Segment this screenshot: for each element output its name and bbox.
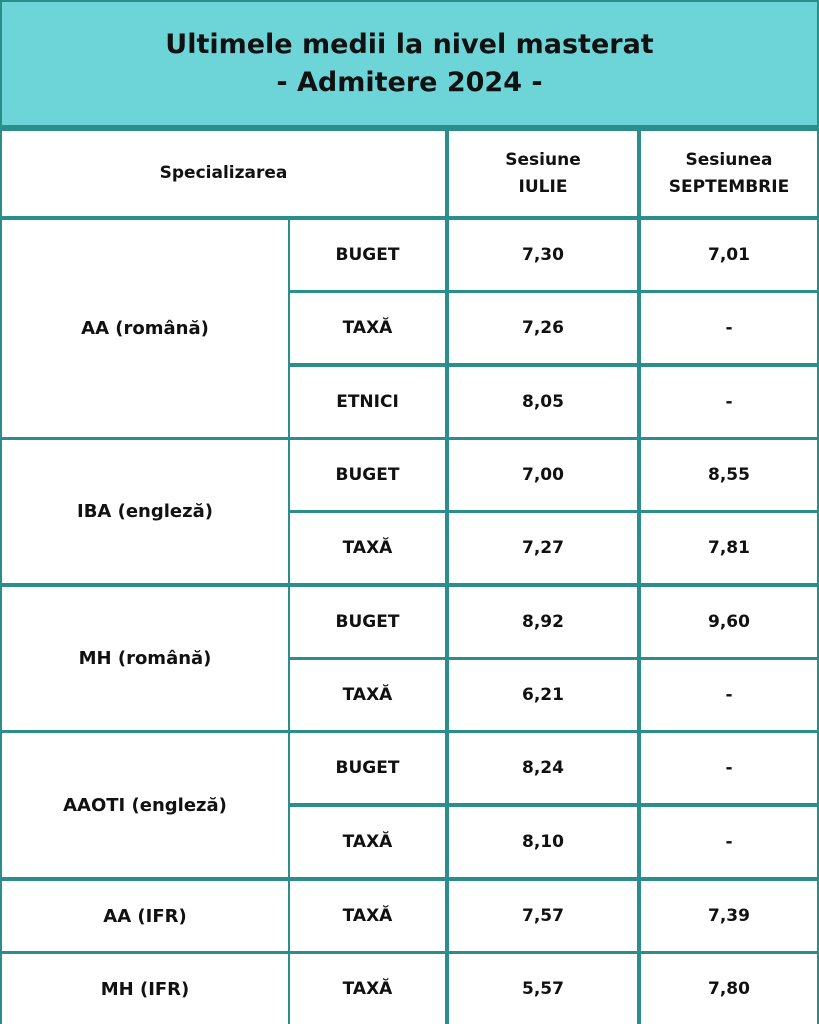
title-banner bbox=[0, 0, 819, 127]
iulie-average-cell-text: 8,10 bbox=[522, 831, 564, 852]
funding-type-cell bbox=[290, 220, 445, 290]
funding-type-cell bbox=[290, 660, 445, 730]
iulie-average-cell bbox=[449, 513, 637, 583]
iulie-average-cell-text: 7,26 bbox=[522, 317, 564, 338]
septembrie-average-cell bbox=[641, 293, 817, 363]
iulie-average-cell bbox=[449, 660, 637, 730]
specialization-cell bbox=[2, 587, 288, 730]
iulie-average-cell-text: 6,21 bbox=[522, 684, 564, 705]
specialization-cell bbox=[2, 954, 288, 1024]
septembrie-average-cell-text: 7,81 bbox=[708, 537, 750, 558]
funding-type-cell bbox=[290, 807, 445, 877]
iulie-average-cell bbox=[449, 293, 637, 363]
iulie-average-cell bbox=[449, 220, 637, 290]
funding-type-cell-text: TAXĂ bbox=[342, 317, 393, 338]
septembrie-average-cell bbox=[641, 440, 817, 510]
funding-type-cell bbox=[290, 293, 445, 363]
page-subtitle: - Admitere 2024 - bbox=[276, 66, 543, 98]
funding-type-cell bbox=[290, 440, 445, 510]
iulie-average-cell-text: 5,57 bbox=[522, 978, 564, 999]
septembrie-average-cell bbox=[641, 733, 817, 803]
funding-type-cell bbox=[290, 881, 445, 951]
septembrie-average-cell-text: 7,01 bbox=[708, 244, 750, 265]
septembrie-average-cell bbox=[641, 587, 817, 657]
septembrie-average-cell-text: - bbox=[725, 757, 733, 778]
funding-type-cell-text: TAXĂ bbox=[342, 537, 393, 558]
iulie-average-cell-text: 7,00 bbox=[522, 464, 564, 485]
specialization-cell-text: AA (IFR) bbox=[103, 905, 187, 927]
iulie-average-cell-text: 7,30 bbox=[522, 244, 564, 265]
specialization-cell-text: MH (IFR) bbox=[100, 978, 190, 1000]
specialization-cell-text: AAOTI (engleză) bbox=[63, 794, 227, 816]
page-title: Ultimele medii la nivel masterat bbox=[165, 28, 654, 60]
iulie-average-cell-text: 8,05 bbox=[522, 391, 564, 412]
septembrie-average-cell-text: 8,55 bbox=[708, 464, 750, 485]
septembrie-average-cell-text: 9,60 bbox=[708, 611, 750, 632]
septembrie-average-cell-text: 7,80 bbox=[708, 978, 750, 999]
iulie-average-cell bbox=[449, 587, 637, 657]
septembrie-average-cell bbox=[641, 220, 817, 290]
septembrie-average-cell-text: - bbox=[725, 391, 733, 412]
iulie-average-cell-text: 8,92 bbox=[522, 611, 564, 632]
funding-type-cell bbox=[290, 954, 445, 1024]
specialization-cell-text: AA (română) bbox=[81, 318, 209, 339]
septembrie-average-cell bbox=[641, 881, 817, 951]
iulie-average-cell-text: 7,27 bbox=[522, 537, 564, 558]
iulie-average-cell-text: 8,24 bbox=[522, 757, 564, 778]
funding-type-cell-text: BUGET bbox=[335, 464, 400, 485]
septembrie-average-cell bbox=[641, 367, 817, 437]
specialization-cell-text: MH (română) bbox=[78, 648, 212, 669]
septembrie-average-cell-text: - bbox=[725, 317, 733, 338]
specialization-cell bbox=[2, 220, 288, 437]
header-specializarea-label: Specializarea bbox=[159, 163, 288, 183]
specialization-cell bbox=[2, 881, 288, 951]
funding-type-cell bbox=[290, 513, 445, 583]
funding-type-cell bbox=[290, 587, 445, 657]
header-specializarea bbox=[2, 131, 445, 216]
funding-type-cell-text: TAXĂ bbox=[342, 684, 393, 705]
funding-type-cell-text: BUGET bbox=[335, 757, 400, 778]
iulie-average-cell bbox=[449, 881, 637, 951]
header-iulie-line2: IULIE bbox=[518, 176, 568, 197]
iulie-average-cell-text: 7,57 bbox=[522, 905, 564, 926]
specialization-cell-text: IBA (engleză) bbox=[77, 501, 213, 522]
funding-type-cell-text: TAXĂ bbox=[342, 831, 393, 852]
septembrie-average-cell bbox=[641, 660, 817, 730]
specialization-cell bbox=[2, 440, 288, 583]
iulie-average-cell bbox=[449, 733, 637, 803]
header-sesiune-iulie bbox=[449, 131, 637, 216]
header-septembrie-line1: Sesiunea bbox=[685, 149, 773, 170]
iulie-average-cell bbox=[449, 367, 637, 437]
funding-type-cell-text: TAXĂ bbox=[342, 978, 393, 999]
funding-type-cell bbox=[290, 367, 445, 437]
header-iulie-line1: Sesiune bbox=[505, 149, 581, 170]
iulie-average-cell bbox=[449, 807, 637, 877]
funding-type-cell-text: TAXĂ bbox=[342, 905, 393, 926]
header-septembrie-line2: SEPTEMBRIE bbox=[668, 176, 790, 197]
funding-type-cell bbox=[290, 733, 445, 803]
header-sesiunea-septembrie bbox=[641, 131, 817, 216]
iulie-average-cell bbox=[449, 440, 637, 510]
funding-type-cell-text: BUGET bbox=[335, 244, 400, 265]
iulie-average-cell bbox=[449, 954, 637, 1024]
funding-type-cell-text: ETNICI bbox=[336, 391, 399, 412]
septembrie-average-cell bbox=[641, 513, 817, 583]
funding-type-cell-text: BUGET bbox=[335, 611, 400, 632]
septembrie-average-cell-text: - bbox=[725, 684, 733, 705]
septembrie-average-cell-text: - bbox=[725, 831, 733, 852]
septembrie-average-cell bbox=[641, 954, 817, 1024]
septembrie-average-cell-text: 7,39 bbox=[708, 905, 750, 926]
specialization-cell bbox=[2, 733, 288, 877]
septembrie-average-cell bbox=[641, 807, 817, 877]
